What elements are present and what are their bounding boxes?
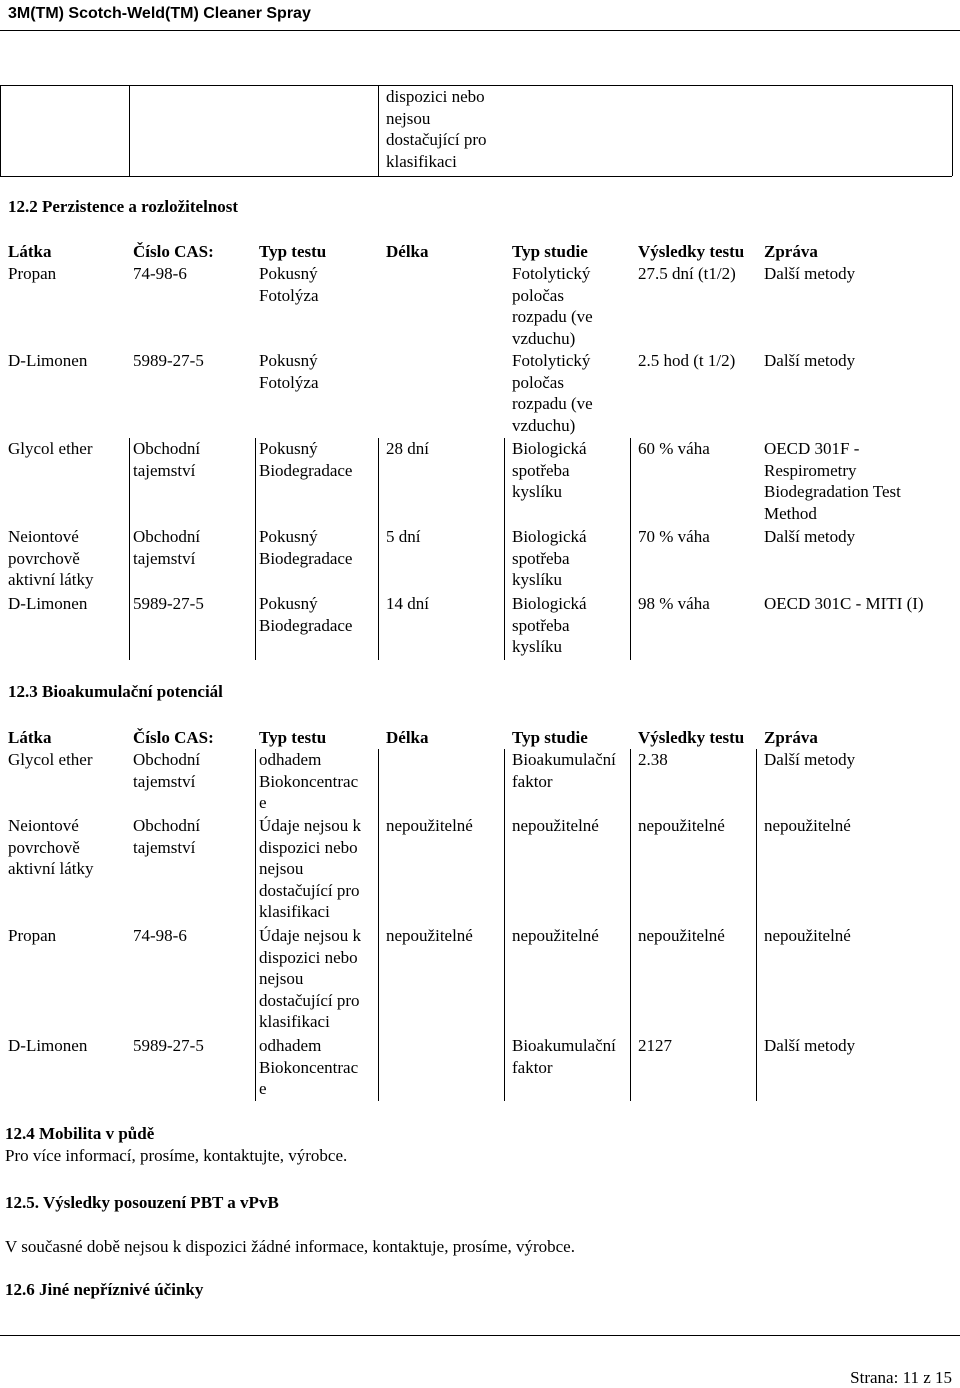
bioaccumulation-cell-line: odhadem (259, 750, 322, 769)
persistence-divider (630, 438, 631, 660)
persistence-cell-vysledky (638, 438, 710, 460)
bioaccumulation-cell-vysledky (638, 749, 668, 771)
persistence-cell-delka (386, 526, 420, 548)
persistence-cell-line: 5989-27-5 (133, 351, 204, 370)
persistence-cell-line: 27.5 dní (t1/2) (638, 264, 736, 283)
persistence-cell-line: vzduchu) (512, 328, 576, 348)
bioaccumulation-cell-line: Bioakumulační (512, 1036, 616, 1055)
bioaccumulation-cell-line: Bioakumulační (512, 750, 616, 769)
persistence-cell-studie (512, 438, 587, 503)
persistence-cell-line: Další metody (764, 527, 856, 546)
bioaccumulation-cell-line: Další metody (764, 1036, 856, 1055)
bioaccumulation-cell-studie (512, 815, 599, 837)
persistence-cell-line: spotřeba (512, 460, 570, 480)
bioaccumulation-cell-zprava (764, 1035, 855, 1057)
bioaccumulation-cell-typ (259, 925, 361, 1033)
bioaccumulation-cell-line: Obchodní (133, 750, 201, 769)
persistence-divider (378, 438, 379, 660)
bioaccumulation-cell-cas (133, 749, 200, 792)
bioaccumulation-cell-line: e (259, 1079, 267, 1098)
persistence-divider (504, 438, 505, 660)
bioaccumulation-cell-line: nepoužitelné (638, 926, 725, 945)
section-12-5-text: V současné době nejsou k dispozici žádné informace, kontaktuje, prosíme, výrobce. (5, 1237, 575, 1256)
bioaccumulation-divider (504, 749, 505, 1101)
persistence-cell-line: spotřeba (512, 615, 570, 635)
fragment-border-1 (129, 85, 130, 176)
bioaccumulation-cell-line: klasifikaci (259, 1012, 330, 1031)
bioaccumulation-cell-line: 2127 (638, 1036, 672, 1055)
bioaccumulation-cell-latka (8, 925, 56, 947)
persistence-cell-line: kyslíku (512, 637, 563, 656)
fragment-line: dostačující pro (386, 130, 487, 149)
header-rule (0, 30, 960, 31)
bioaccumulation-cell-line: aktivní látky (8, 859, 94, 878)
persistence-cell-line: OECD 301F - (764, 439, 860, 458)
persistence-cell-line: poločas (512, 285, 564, 305)
bioaccumulation-cell-line: povrchově (8, 837, 80, 857)
persistence-cell-typ (259, 593, 352, 636)
bioaccumulation-cell-line: odhadem (259, 1036, 322, 1055)
bioaccumulation-cell-latka (8, 815, 93, 880)
persistence-col-header: Zpráva (764, 242, 818, 261)
persistence-cell-line: 74-98-6 (133, 264, 187, 283)
bioaccumulation-cell-line: dispozici nebo (259, 947, 358, 967)
persistence-cell-line: 60 % váha (638, 439, 710, 458)
persistence-cell-line: Biologická (512, 594, 587, 613)
bioaccumulation-cell-zprava (764, 925, 851, 947)
bioaccumulation-divider (255, 749, 256, 1101)
persistence-cell-studie (512, 526, 587, 591)
bioaccumulation-cell-line: dispozici nebo (259, 837, 358, 857)
persistence-cell-zprava (764, 593, 924, 615)
bioaccumulation-cell-line: Neiontové (8, 816, 79, 835)
persistence-cell-line: Fotolytický (512, 264, 591, 283)
persistence-cell-latka (8, 593, 87, 615)
persistence-cell-line: 2.5 hod (t 1/2) (638, 351, 736, 370)
persistence-cell-cas (133, 263, 187, 285)
bioaccumulation-col-header: Číslo CAS: (133, 728, 214, 747)
persistence-col-header: Typ studie (512, 242, 588, 261)
persistence-cell-line: Fotolytický (512, 351, 591, 370)
bioaccumulation-cell-zprava (764, 815, 851, 837)
bioaccumulation-col-header: Látka (8, 728, 52, 747)
persistence-cell-line: OECD 301C - MITI (I) (764, 594, 924, 613)
bioaccumulation-cell-line: nepoužitelné (638, 816, 725, 835)
persistence-col-header: Délka (386, 242, 429, 261)
persistence-cell-line: D-Limonen (8, 594, 88, 613)
bioaccumulation-cell-line: nejsou (259, 859, 304, 878)
persistence-divider (255, 438, 256, 660)
persistence-cell-line: Method (764, 503, 817, 523)
bioaccumulation-cell-line: Biokoncentrac (259, 771, 359, 791)
bioaccumulation-cell-line: 2.38 (638, 750, 668, 769)
persistence-cell-line: Fotolýza (259, 285, 319, 305)
bioaccumulation-cell-latka (8, 1035, 87, 1057)
fragment-border-left (0, 85, 1, 176)
persistence-cell-typ (259, 263, 319, 306)
persistence-cell-vysledky (638, 526, 710, 548)
bioaccumulation-cell-zprava (764, 749, 855, 771)
footer-rule (0, 1335, 960, 1336)
section-12-4-text: Pro více informací, prosíme, kontaktujte, výrobce. (5, 1146, 348, 1165)
persistence-cell-line: Obchodní (133, 527, 201, 546)
bioaccumulation-divider (378, 749, 379, 1101)
persistence-cell-cas (133, 350, 204, 372)
persistence-cell-line: Biodegradace (259, 615, 353, 635)
persistence-cell-line: Pokusný (259, 594, 318, 613)
bioaccumulation-cell-cas (133, 925, 187, 947)
bioaccumulation-col-header: Typ studie (512, 728, 588, 747)
persistence-cell-line: 14 dní (386, 594, 429, 613)
fragment-line: klasifikaci (386, 151, 457, 171)
persistence-cell-vysledky (638, 263, 736, 285)
bioaccumulation-cell-line: nepoužitelné (386, 816, 473, 835)
persistence-cell-line: Respirometry (764, 460, 857, 480)
persistence-cell-cas (133, 526, 200, 569)
bioaccumulation-cell-cas (133, 815, 200, 858)
persistence-cell-line: 98 % váha (638, 594, 710, 613)
persistence-col-header: Typ testu (259, 242, 327, 261)
persistence-cell-line: Biodegradation Test (764, 482, 901, 501)
bioaccumulation-cell-line: klasifikaci (259, 902, 330, 921)
section-12-6-heading: 12.6 Jiné nepříznivé účinky (5, 1280, 204, 1299)
document-title: 3M(TM) Scotch-Weld(TM) Cleaner Spray (8, 5, 311, 22)
bioaccumulation-cell-line: nepoužitelné (512, 816, 599, 835)
bioaccumulation-cell-studie (512, 749, 616, 792)
fragment-border-right (952, 85, 953, 176)
persistence-cell-typ (259, 350, 319, 393)
persistence-cell-vysledky (638, 593, 710, 615)
bioaccumulation-cell-line: tajemství (133, 771, 196, 791)
bioaccumulation-col-header: Výsledky testu (638, 728, 745, 747)
bioaccumulation-cell-delka (386, 925, 473, 947)
bioaccumulation-divider (630, 749, 631, 1101)
bioaccumulation-cell-line: Biokoncentrac (259, 1057, 359, 1077)
bioaccumulation-cell-line: Obchodní (133, 816, 201, 835)
persistence-cell-vysledky (638, 350, 735, 372)
bioaccumulation-cell-line: Propan (8, 926, 57, 945)
persistence-cell-line: vzduchu) (512, 415, 576, 435)
persistence-cell-studie (512, 263, 593, 349)
persistence-col-header: Výsledky testu (638, 242, 745, 261)
bioaccumulation-cell-typ (259, 815, 361, 923)
section-12-3-heading: 12.3 Bioakumulační potenciál (8, 682, 223, 701)
fragment-line: dispozici nebo (386, 87, 485, 106)
persistence-cell-line: rozpadu (ve (512, 307, 593, 326)
persistence-cell-studie (512, 593, 587, 658)
section-12-4-heading: 12.4 Mobilita v půdě (5, 1124, 155, 1143)
persistence-cell-line: Biodegradace (259, 460, 353, 480)
persistence-cell-line: spotřeba (512, 548, 570, 568)
persistence-col-header: Číslo CAS: (133, 242, 214, 261)
persistence-cell-line: poločas (512, 372, 564, 392)
bioaccumulation-cell-typ (259, 749, 358, 814)
persistence-cell-line: aktivní látky (8, 570, 94, 589)
persistence-cell-line: rozpadu (ve (512, 394, 593, 413)
bioaccumulation-cell-line: nepoužitelné (512, 926, 599, 945)
bioaccumulation-cell-line: e (259, 793, 267, 812)
page-number: Strana: 11 z 15 (850, 1368, 952, 1387)
persistence-cell-latka (8, 526, 93, 591)
bioaccumulation-cell-line: Údaje nejsou k (259, 816, 361, 835)
persistence-cell-line: Další metody (764, 264, 856, 283)
persistence-cell-typ (259, 438, 352, 481)
bioaccumulation-divider (756, 749, 757, 1101)
bioaccumulation-cell-line: Údaje nejsou k (259, 926, 361, 945)
bioaccumulation-cell-line: D-Limonen (8, 1036, 88, 1055)
bioaccumulation-col-header: Typ testu (259, 728, 327, 747)
persistence-cell-delka (386, 593, 429, 615)
persistence-cell-latka (8, 350, 87, 372)
persistence-cell-line: D-Limonen (8, 351, 88, 370)
persistence-cell-line: Pokusný (259, 439, 318, 458)
bioaccumulation-cell-delka (386, 815, 473, 837)
bioaccumulation-cell-vysledky (638, 925, 725, 947)
fragment-line: nejsou (386, 108, 431, 128)
persistence-cell-line: Pokusný (259, 264, 318, 283)
persistence-cell-zprava (764, 526, 855, 548)
section-12-2-heading: 12.2 Perzistence a rozložitelnost (8, 197, 239, 216)
bioaccumulation-cell-line: dostačující pro (259, 880, 360, 900)
bioaccumulation-cell-line: nepoužitelné (764, 816, 851, 835)
bioaccumulation-cell-cas (133, 1035, 204, 1057)
bioaccumulation-cell-latka (8, 749, 93, 771)
bioaccumulation-cell-vysledky (638, 815, 725, 837)
bioaccumulation-cell-line: Další metody (764, 750, 856, 769)
persistence-cell-line: Glycol ether (8, 439, 93, 458)
persistence-cell-line: tajemství (133, 460, 196, 480)
persistence-cell-line: Další metody (764, 351, 856, 370)
persistence-cell-typ (259, 526, 352, 569)
persistence-cell-cas (133, 438, 200, 481)
persistence-cell-line: 5 dní (386, 527, 421, 546)
persistence-cell-line: Biologická (512, 527, 587, 546)
persistence-cell-latka (8, 263, 56, 285)
persistence-cell-delka (386, 438, 429, 460)
section-12-5-heading: 12.5. Výsledky posouzení PBT a vPvB (5, 1193, 279, 1212)
persistence-cell-zprava (764, 438, 901, 524)
persistence-cell-cas (133, 593, 204, 615)
bioaccumulation-cell-studie (512, 925, 599, 947)
bioaccumulation-col-header: Zpráva (764, 728, 818, 747)
persistence-cell-studie (512, 350, 593, 436)
persistence-cell-line: kyslíku (512, 482, 563, 501)
bioaccumulation-cell-line: 74-98-6 (133, 926, 187, 945)
bioaccumulation-cell-line: nejsou (259, 969, 304, 988)
persistence-cell-zprava (764, 350, 855, 372)
bioaccumulation-cell-studie (512, 1035, 616, 1078)
bioaccumulation-cell-vysledky (638, 1035, 672, 1057)
fragment-bottom-border (0, 176, 952, 177)
persistence-cell-line: tajemství (133, 548, 196, 568)
persistence-cell-line: Obchodní (133, 439, 201, 458)
bioaccumulation-cell-line: tajemství (133, 837, 196, 857)
persistence-cell-line: Fotolýza (259, 372, 319, 392)
persistence-cell-line: 70 % váha (638, 527, 710, 546)
persistence-cell-line: kyslíku (512, 570, 563, 589)
persistence-cell-line: 28 dní (386, 439, 429, 458)
persistence-cell-line: Neiontové (8, 527, 79, 546)
persistence-cell-line: Propan (8, 264, 57, 283)
fragment-border-2 (378, 85, 379, 176)
persistence-cell-line: Biodegradace (259, 548, 353, 568)
fragment-text (386, 86, 487, 172)
persistence-cell-line: 5989-27-5 (133, 594, 204, 613)
persistence-cell-line: Biologická (512, 439, 587, 458)
persistence-cell-line: Pokusný (259, 351, 318, 370)
persistence-cell-line: Pokusný (259, 527, 318, 546)
persistence-divider (129, 593, 130, 659)
bioaccumulation-cell-line: nepoužitelné (386, 926, 473, 945)
persistence-col-header: Látka (8, 242, 52, 261)
bioaccumulation-cell-line: 5989-27-5 (133, 1036, 204, 1055)
bioaccumulation-cell-line: Glycol ether (8, 750, 93, 769)
bioaccumulation-cell-line: nepoužitelné (764, 926, 851, 945)
bioaccumulation-cell-line: faktor (512, 771, 553, 791)
persistence-cell-latka (8, 438, 93, 460)
bioaccumulation-cell-typ (259, 1035, 358, 1100)
bioaccumulation-cell-line: dostačující pro (259, 990, 360, 1010)
persistence-cell-line: povrchově (8, 548, 80, 568)
bioaccumulation-col-header: Délka (386, 728, 429, 747)
bioaccumulation-cell-line: faktor (512, 1057, 553, 1077)
persistence-cell-zprava (764, 263, 855, 285)
